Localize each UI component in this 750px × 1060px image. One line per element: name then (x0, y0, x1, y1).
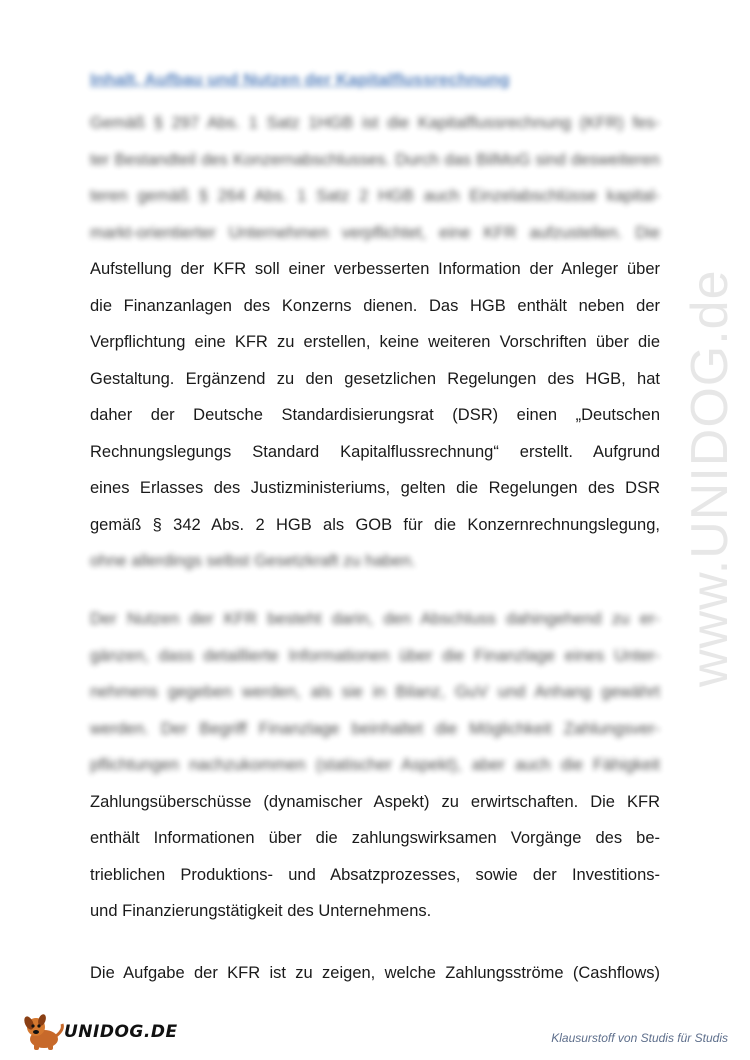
unidog-logo[interactable] (22, 1012, 178, 1052)
text-line: markt-orientierter Unternehmen verpflichtet, eine KFR aufzustellen. Die (90, 223, 660, 242)
text-line: enthält Informationen über die zahlungswirksamen Vorgänge des be- (90, 829, 660, 847)
text-line: nehmens gegeben werden, als sie in Bilanz, GuV und Anhang gewährt (90, 683, 660, 701)
text-line: Der Nutzen der KFR besteht darin, den Abschluss dahingehend zu er- (90, 610, 660, 628)
text-line: Aufstellung der KFR soll einer verbesserten Information der Anleger über (90, 260, 660, 278)
text-line: Gestaltung. Ergänzend zu den gesetzlichen Regelungen des HGB, hat (90, 369, 660, 388)
text-line: Verpflichtung eine KFR zu erstellen, keine weiteren Vorschriften über die (90, 333, 660, 351)
logo-text: UNIDOG.DE (64, 1022, 178, 1042)
text-line: teren gemäß § 264 Abs. 1 Satz 2 HGB auch Einzelabschlüsse kapital- (90, 187, 660, 205)
text-line: daher der Deutsche Standardisierungsrat (DSR) einen „Deutschen (90, 406, 660, 424)
watermark: www.UNIDOG.de (681, 269, 739, 687)
text-line: die Finanzanlagen des Konzerns dienen. Das HGB enthält neben der (90, 296, 660, 315)
text-line: Die Aufgabe der KFR ist zu zeigen, welche Zahlungsströme (Cashflows) (90, 964, 660, 982)
text-line: gänzen, dass detaillierte Informationen über die Finanzlage eines Unter- (90, 646, 660, 665)
text-line: ter Bestandteil des Konzernabschlusses. Durch das BilMoG sind desweiteren (90, 150, 660, 169)
text-line: Gemäß § 297 Abs. 1 Satz 1HGB ist die Kapitalflussrechnung (KFR) fes- (90, 114, 660, 132)
text-line: trieblichen Produktions- und Absatzprozesses, sowie der Investitions- (90, 865, 660, 884)
text-line: pflichtungen nachzukommen (statischer Aspekt), aber auch die Fähigkeit (90, 756, 660, 774)
text-line: werden. Der Begriff Finanzlage beinhaltet die Möglichkeit Zahlungsver- (90, 719, 660, 738)
text-line: und Finanzierungstätigkeit des Unternehmens. (90, 902, 432, 920)
text-line: eines Erlasses des Justizministeriums, gelten die Regelungen des DSR (90, 479, 660, 497)
text-line: Zahlungsüberschüsse (dynamischer Aspekt) zu erwirtschaften. Die KFR (90, 792, 660, 811)
text-line: ohne allerdings selbst Gesetzkraft zu haben. (90, 552, 416, 570)
footer-tagline: Klausurstoff von Studis für Studis (551, 1031, 728, 1045)
text-line: Rechnungslegungs Standard Kapitalflussrechnung“ erstellt. Aufgrund (90, 442, 660, 461)
section-heading: Inhalt, Aufbau und Nutzen der Kapitalflussrechnung (90, 70, 510, 89)
dog-mascot-icon (22, 1012, 68, 1052)
text-line: gemäß § 342 Abs. 2 HGB als GOB für die Konzernrechnungslegung, (90, 515, 660, 534)
